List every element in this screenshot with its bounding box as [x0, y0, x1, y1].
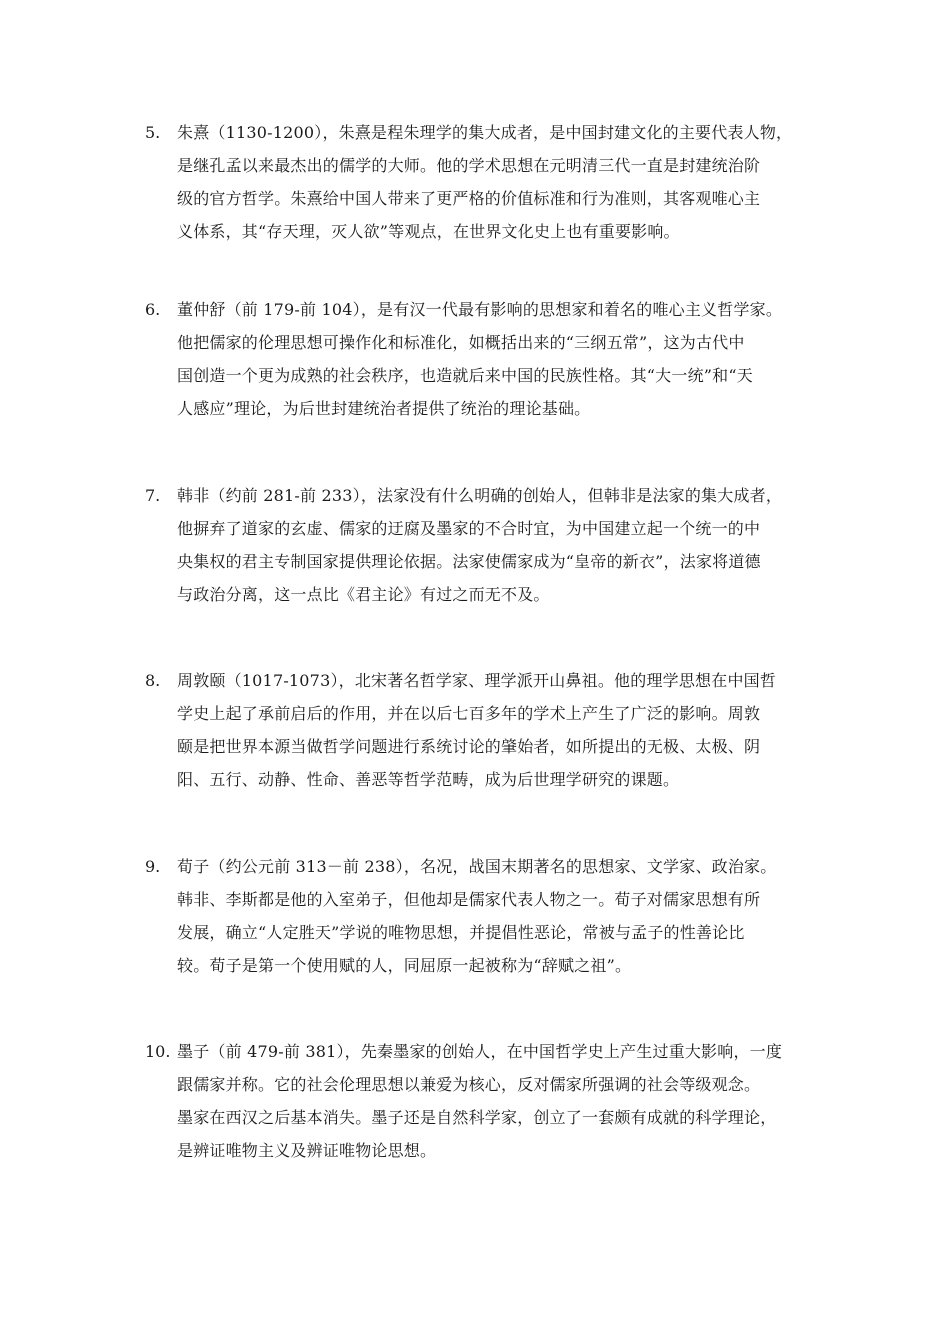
paragraph-line: 荀子（约公元前 313－前 238），名况，战国末期著名的思想家、文学家、政治家。	[177, 857, 777, 876]
paragraph-line: 颐是把世界本源当做哲学问题进行系统讨论的肇始者，如所提出的无极、太极、阴	[177, 737, 761, 756]
paragraph-line: 级的官方哲学。朱熹给中国人带来了更严格的价值标准和行为准则，其客观唯心主	[177, 189, 761, 208]
paragraph-line: 韩非（约前 281-前 233），法家没有什么明确的创始人，但韩非是法家的集大成者，	[177, 486, 783, 505]
paragraph-line: 央集权的君主专制国家提供理论依据。法家使儒家成为“皇帝的新衣”，法家将道德	[177, 552, 761, 571]
list-item	[145, 479, 805, 611]
paragraph	[177, 664, 805, 796]
paragraph-line: 跟儒家并称。它的社会伦理思想以兼爱为核心，反对儒家所强调的社会等级观念。	[177, 1075, 761, 1094]
list-item	[145, 293, 805, 425]
paragraph-line: 朱熹（1130-1200），朱熹是程朱理学的集大成者，是中国封建文化的主要代表人物，	[177, 123, 793, 142]
paragraph-line: 墨家在西汉之后基本消失。墨子还是自然科学家，创立了一套颇有成就的科学理论，	[177, 1108, 777, 1127]
paragraph	[177, 1035, 805, 1167]
paragraph-line: 学史上起了承前启后的作用，并在以后七百多年的学术上产生了广泛的影响。周敦	[177, 704, 761, 723]
list-number: 8.	[145, 671, 161, 690]
paragraph-line: 较。荀子是第一个使用赋的人，同屈原一起被称为“辞赋之祖”。	[177, 956, 632, 975]
paragraph-line: 与政治分离，这一点比《君主论》有过之而无不及。	[177, 585, 550, 604]
list-item	[145, 850, 805, 982]
paragraph-line: 发展，确立“人定胜天”学说的唯物思想，并提倡性恶论，常被与孟子的性善论比	[177, 923, 745, 942]
paragraph-line: 阳、五行、动静、性命、善恶等哲学范畴，成为后世理学研究的课题。	[177, 770, 680, 789]
paragraph-line: 周敦颐（1017-1073），北宋著名哲学家、理学派开山鼻祖。他的理学思想在中国哲	[177, 671, 777, 690]
list-item	[145, 1035, 805, 1167]
list-number: 6.	[145, 300, 161, 319]
list-item	[145, 116, 805, 248]
paragraph-line: 义体系，其“存天理，灭人欲”等观点，在世界文化史上也有重要影响。	[177, 222, 680, 241]
paragraph-line: 韩非、李斯都是他的入室弟子，但他却是儒家代表人物之一。荀子对儒家思想有所	[177, 890, 761, 909]
list-number: 7.	[145, 486, 161, 505]
paragraph-line: 是辨证唯物主义及辨证唯物论思想。	[177, 1141, 437, 1160]
paragraph-line: 是继孔孟以来最杰出的儒学的大师。他的学术思想在元明清三代一直是封建统治阶	[177, 156, 761, 175]
paragraph	[177, 293, 805, 425]
list-item	[145, 664, 805, 796]
paragraph-line: 人感应”理论，为后世封建统治者提供了统治的理论基础。	[177, 399, 591, 418]
paragraph-line: 董仲舒（前 179-前 104），是有汉一代最有影响的思想家和着名的唯心主义哲学家。	[177, 300, 783, 319]
list-number: 5.	[145, 123, 161, 142]
paragraph	[177, 116, 805, 248]
paragraph-line: 国创造一个更为成熟的社会秩序，也造就后来中国的民族性格。其“大一统”和“天	[177, 366, 753, 385]
paragraph-line: 墨子（前 479-前 381），先秦墨家的创始人，在中国哲学史上产生过重大影响，一度	[177, 1042, 783, 1061]
list-number: 9.	[145, 857, 161, 876]
paragraph	[177, 850, 805, 982]
paragraph-line: 他把儒家的伦理思想可操作化和标准化，如概括出来的“三纲五常”，这为古代中	[177, 333, 745, 352]
list-number: 10.	[145, 1042, 171, 1061]
paragraph-line: 他摒弃了道家的玄虚、儒家的迂腐及墨家的不合时宜，为中国建立起一个统一的中	[177, 519, 761, 538]
paragraph	[177, 479, 805, 611]
